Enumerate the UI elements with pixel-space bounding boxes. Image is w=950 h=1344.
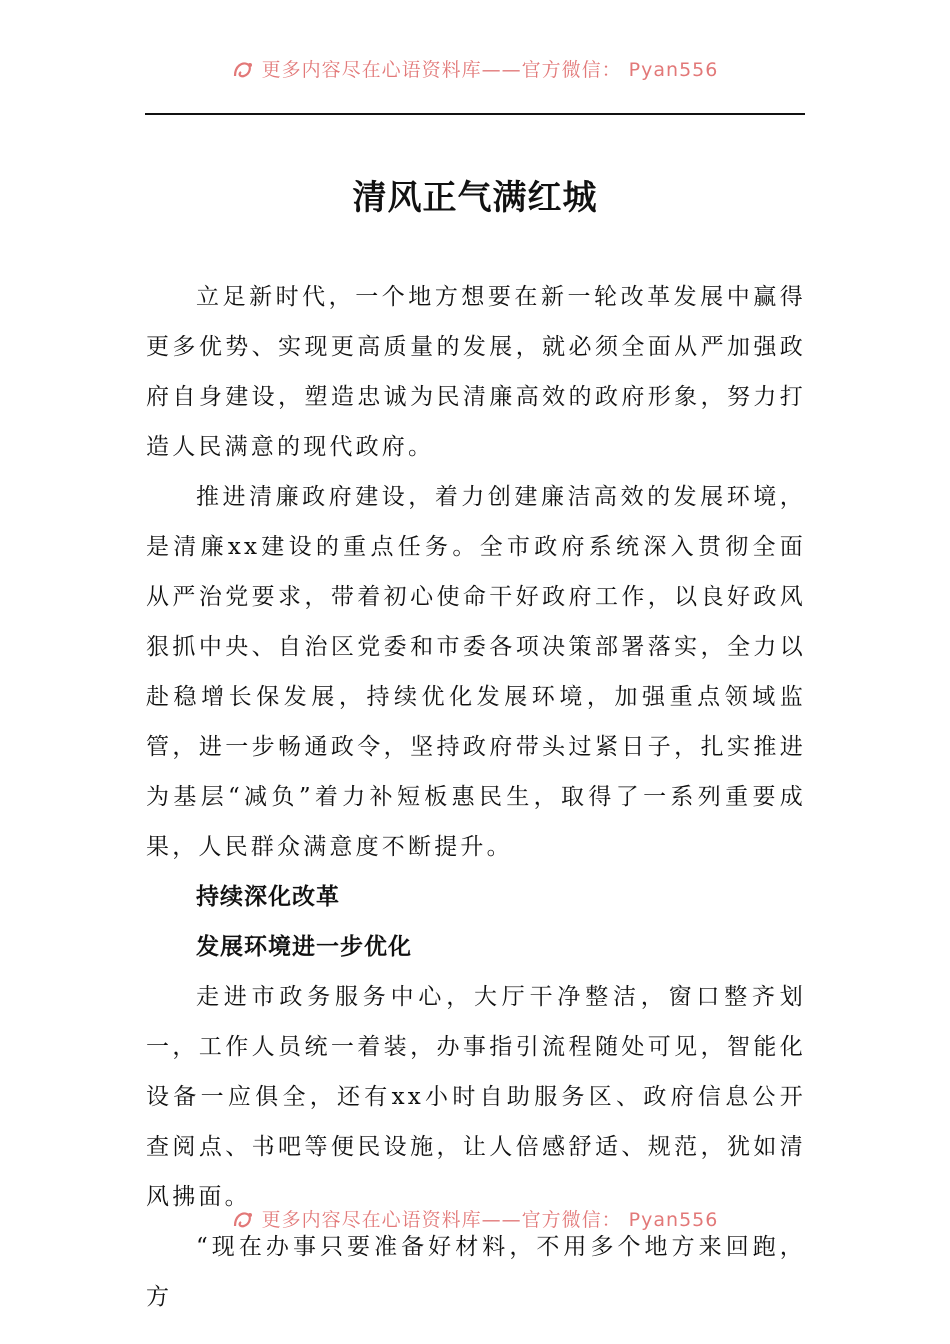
header-watermark [0,58,950,82]
footer-watermark-text: 更多内容尽在心语资料库——官方微信： Pyan556 [261,1209,719,1231]
footer-watermark [0,1208,950,1232]
document-body [146,272,806,1322]
header-divider [145,113,805,115]
logo-icon [232,1210,256,1230]
paragraph: 走进市政务服务中心，大厅干净整洁，窗口整齐划一，工作人员统一着装，办事指引流程随处可见，智能化设备一应俱全，还有xx小时自助服务区、政府信息公开查阅点、书吧等便民设施，让人倍感舒适、规范，犹如清风拂面。 [146,984,806,1210]
paragraph: 推进清廉政府建设，着力创建廉洁高效的发展环境，是清廉xx建设的重点任务。全市政府系统深入贯彻全面从严治党要求，带着初心使命干好政府工作，以良好政风狠抓中央、自治区党委和市委各项决策部署落实，全力以赴稳增长保发展，持续优化发展环境，加强重点领域监管，进一步畅通政令，坚持政府带头过紧日子，扎实推进为基层“减负”着力补短板惠民生，取得了一系列重要成果，人民群众满意度不断提升。 [146,484,806,860]
section-subheading: 发展环境进一步优化 [196,934,412,960]
paragraph: 立足新时代，一个地方想要在新一轮改革发展中赢得更多优势、实现更高质量的发展，就必须全面从严加强政府自身建设，塑造忠诚为民清廉高效的政府形象，努力打造人民满意的现代政府。 [146,284,806,460]
header-watermark-text: 更多内容尽在心语资料库——官方微信： Pyan556 [261,59,719,81]
logo-icon [232,60,256,80]
document-title: 清风正气满红城 [352,178,598,218]
paragraph: “现在办事只要准备好材料，不用多个地方来回跑，方 [146,1234,806,1310]
section-heading: 持续深化改革 [196,884,340,910]
